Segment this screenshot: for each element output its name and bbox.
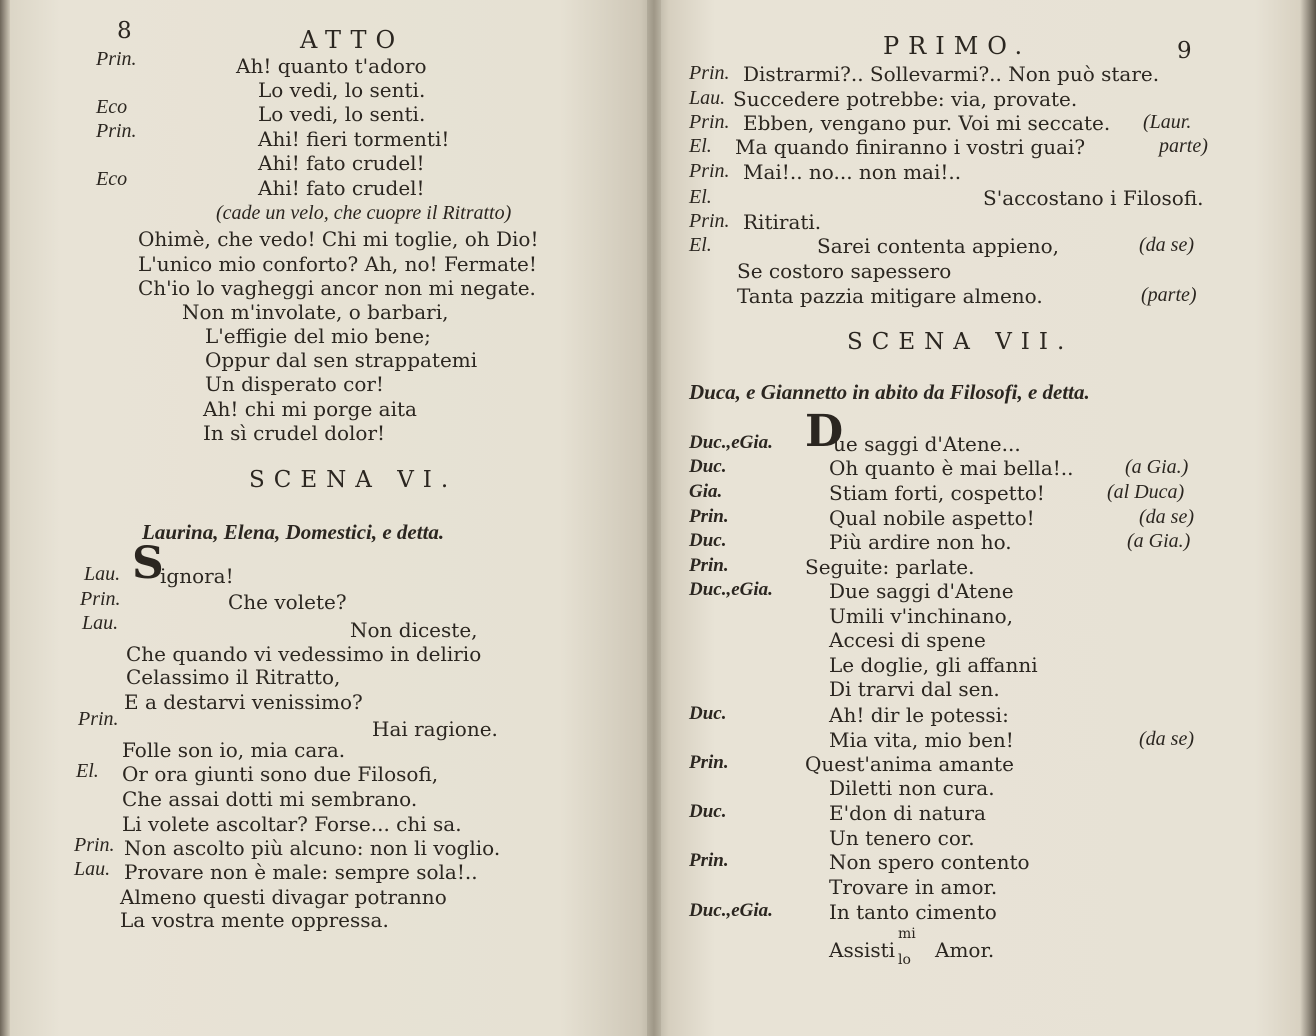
dialogue-line: Qual nobile aspetto!	[829, 506, 1035, 530]
dialogue-line: Folle son io, mia cara.	[122, 738, 346, 762]
speaker: Prin.	[689, 752, 729, 773]
verse-line: Ah! quanto t'adoro	[236, 54, 427, 78]
speaker: Duc.	[689, 456, 727, 477]
speaker: Prin.	[689, 160, 730, 182]
speaker: Duc.,eGia.	[689, 432, 773, 453]
speaker: Lau.	[84, 563, 121, 585]
dialogue-line: E'don di natura	[829, 801, 986, 825]
dialogue-line: Tanta pazzia mitigare almeno.	[737, 284, 1043, 308]
speaker: Prin.	[689, 555, 729, 576]
dialogue-line: E a destarvi venissimo?	[124, 690, 363, 714]
dialogue-line: Celassimo il Ritratto,	[126, 665, 341, 689]
aside: (da se)	[1139, 506, 1194, 528]
dialogue-line: Assisti	[829, 938, 896, 962]
dialogue-line: Che volete?	[228, 590, 347, 614]
speaker: Prin.	[689, 62, 730, 84]
stage-direction: (cade un velo, che cuopre il Ritratto)	[216, 202, 512, 224]
scene-cast: Laurina, Elena, Domestici, e detta.	[142, 520, 445, 544]
aside: (a Gia.)	[1127, 530, 1191, 552]
verse-line: Ohimè, che vedo! Chi mi toglie, oh Dio!	[138, 227, 539, 251]
dialogue-line: Se costoro sapessero	[737, 259, 952, 283]
dialogue-line: ue saggi d'Atene...	[833, 432, 1021, 456]
dialogue-line: Stiam forti, cospetto!	[829, 481, 1045, 505]
verse-line: L'effigie del mio bene;	[205, 324, 431, 348]
speaker: Duc.	[689, 703, 727, 724]
speaker: Prin.	[96, 120, 137, 142]
speaker: Eco	[96, 168, 128, 190]
aside: parte)	[1159, 135, 1208, 157]
speaker: Prin.	[78, 708, 119, 730]
dialogue-line: Mia vita, mio ben!	[829, 728, 1014, 752]
dialogue-line: Che quando vi vedessimo in delirio	[126, 642, 482, 666]
speaker: Lau.	[689, 87, 726, 109]
dialogue-line: Seguite: parlate.	[805, 555, 975, 579]
verse-line: Ahi! fato crudel!	[258, 176, 425, 200]
dialogue-line: Sarei contenta appieno,	[817, 234, 1060, 258]
dialogue-line: Di trarvi dal sen.	[829, 677, 1000, 701]
aside: (al Duca)	[1107, 481, 1185, 503]
verse-line: Non m'involate, o barbari,	[182, 300, 449, 324]
dialogue-line: Ah! dir le potessi:	[829, 703, 1009, 727]
page-number-left: 8	[117, 18, 132, 44]
dialogue-line: Distrarmi?.. Sollevarmi?.. Non può stare.	[743, 62, 1160, 86]
dialogue-line: Hai ragione.	[372, 717, 498, 741]
dialogue-line: Un tenero cor.	[829, 826, 975, 850]
speaker: Duc.,eGia.	[689, 579, 773, 600]
speaker: Duc.	[689, 801, 727, 822]
dialogue-line: Li volete ascoltar? Forse... chi sa.	[122, 812, 462, 836]
aside: (parte)	[1141, 284, 1197, 306]
aside: (da se)	[1139, 728, 1194, 750]
dialogue-line: Amor.	[935, 938, 995, 962]
drop-cap: S	[132, 538, 164, 589]
dialogue-line: Non ascolto più alcuno: non li voglio.	[124, 836, 501, 860]
dialogue-line: Non diceste,	[350, 618, 478, 642]
speaker: Lau.	[74, 858, 111, 880]
speaker: El.	[689, 234, 712, 256]
superscript: mi	[898, 926, 916, 942]
speaker: Prin.	[689, 506, 729, 527]
dialogue-line: Quest'anima amante	[805, 752, 1014, 776]
dialogue-line: Oh quanto è mai bella!..	[829, 456, 1074, 480]
speaker: Lau.	[82, 612, 119, 634]
dialogue-line: Ma quando finiranno i vostri guai?	[735, 135, 1086, 159]
dialogue-line: Succedere potrebbe: via, provate.	[733, 87, 1078, 111]
verse-line: In sì crudel dolor!	[203, 421, 386, 445]
speaker: Duc.,eGia.	[689, 900, 773, 921]
drop-cap: D	[805, 406, 844, 457]
speaker: Eco	[96, 96, 128, 118]
dialogue-line: Ritirati.	[743, 210, 822, 234]
dialogue-line: Almeno questi divagar potranno	[120, 885, 447, 909]
dialogue-line: Ebben, vengano pur. Voi mi seccate.	[743, 111, 1111, 135]
speaker: Gia.	[689, 481, 723, 502]
page-number-right: 9	[1177, 38, 1192, 64]
verse-line: Ahi! fieri tormenti!	[258, 127, 450, 151]
verse-line: Lo vedi, lo senti.	[258, 78, 426, 102]
speaker: Duc.	[689, 530, 727, 551]
aside: (da se)	[1139, 234, 1194, 256]
speaker: Prin.	[689, 111, 730, 133]
speaker: El.	[76, 760, 99, 782]
verse-line: Oppur dal sen strappatemi	[205, 348, 478, 372]
verse-line: L'unico mio conforto? Ah, no! Fermate!	[138, 252, 537, 276]
dialogue-line: ignora!	[160, 564, 234, 588]
left-page	[0, 0, 655, 1036]
running-header-left: ATTO	[300, 26, 405, 54]
dialogue-line: Due saggi d'Atene	[829, 579, 1014, 603]
verse-line: Ch'io lo vagheggi ancor non mi negate.	[138, 276, 536, 300]
running-header-right: PRIMO.	[883, 32, 1032, 60]
speaker: Prin.	[74, 834, 115, 856]
dialogue-line: Provare non è male: sempre sola!..	[124, 860, 478, 884]
speaker: Prin.	[80, 588, 121, 610]
verse-line: Lo vedi, lo senti.	[258, 102, 426, 126]
book-gutter	[647, 0, 661, 1036]
dialogue-line: Or ora giunti sono due Filosofi,	[122, 762, 439, 786]
left-edge-shadow	[0, 0, 10, 1036]
dialogue-line: Più ardire non ho.	[829, 530, 1012, 554]
aside: (a Gia.)	[1125, 456, 1189, 478]
verse-line: Ahi! fato crudel!	[258, 151, 425, 175]
verse-line: Un disperato cor!	[205, 372, 384, 396]
speaker: Prin.	[96, 48, 137, 70]
scene-title: SCENA VI.	[249, 467, 458, 493]
dialogue-line: La vostra mente oppressa.	[120, 908, 389, 932]
scene-title: SCENA VII.	[847, 329, 1074, 355]
dialogue-line: S'accostano i Filosofi.	[983, 186, 1204, 210]
speaker: Prin.	[689, 210, 730, 232]
scene-cast: Duca, e Giannetto in abito da Filosofi, e detta.	[689, 380, 1090, 404]
dialogue-line: Accesi di spene	[829, 628, 986, 652]
dialogue-line: Che assai dotti mi sembrano.	[122, 787, 418, 811]
dialogue-line: Le doglie, gli affanni	[829, 653, 1038, 677]
right-page	[655, 0, 1316, 1036]
dialogue-line: Diletti non cura.	[829, 776, 995, 800]
dialogue-line: Non spero contento	[829, 850, 1030, 874]
verse-line: Ah! chi mi porge aita	[203, 397, 417, 421]
speaker: Prin.	[689, 850, 729, 871]
dialogue-line: Mai!.. no... non mai!..	[743, 160, 962, 184]
dialogue-line: Trovare in amor.	[829, 875, 998, 899]
dialogue-line: Umili v'inchinano,	[829, 604, 1014, 628]
dialogue-line: In tanto cimento	[829, 900, 997, 924]
subscript: lo	[898, 952, 911, 968]
speaker: El.	[689, 135, 712, 157]
aside: (Laur.	[1143, 111, 1192, 133]
speaker: El.	[689, 186, 712, 208]
